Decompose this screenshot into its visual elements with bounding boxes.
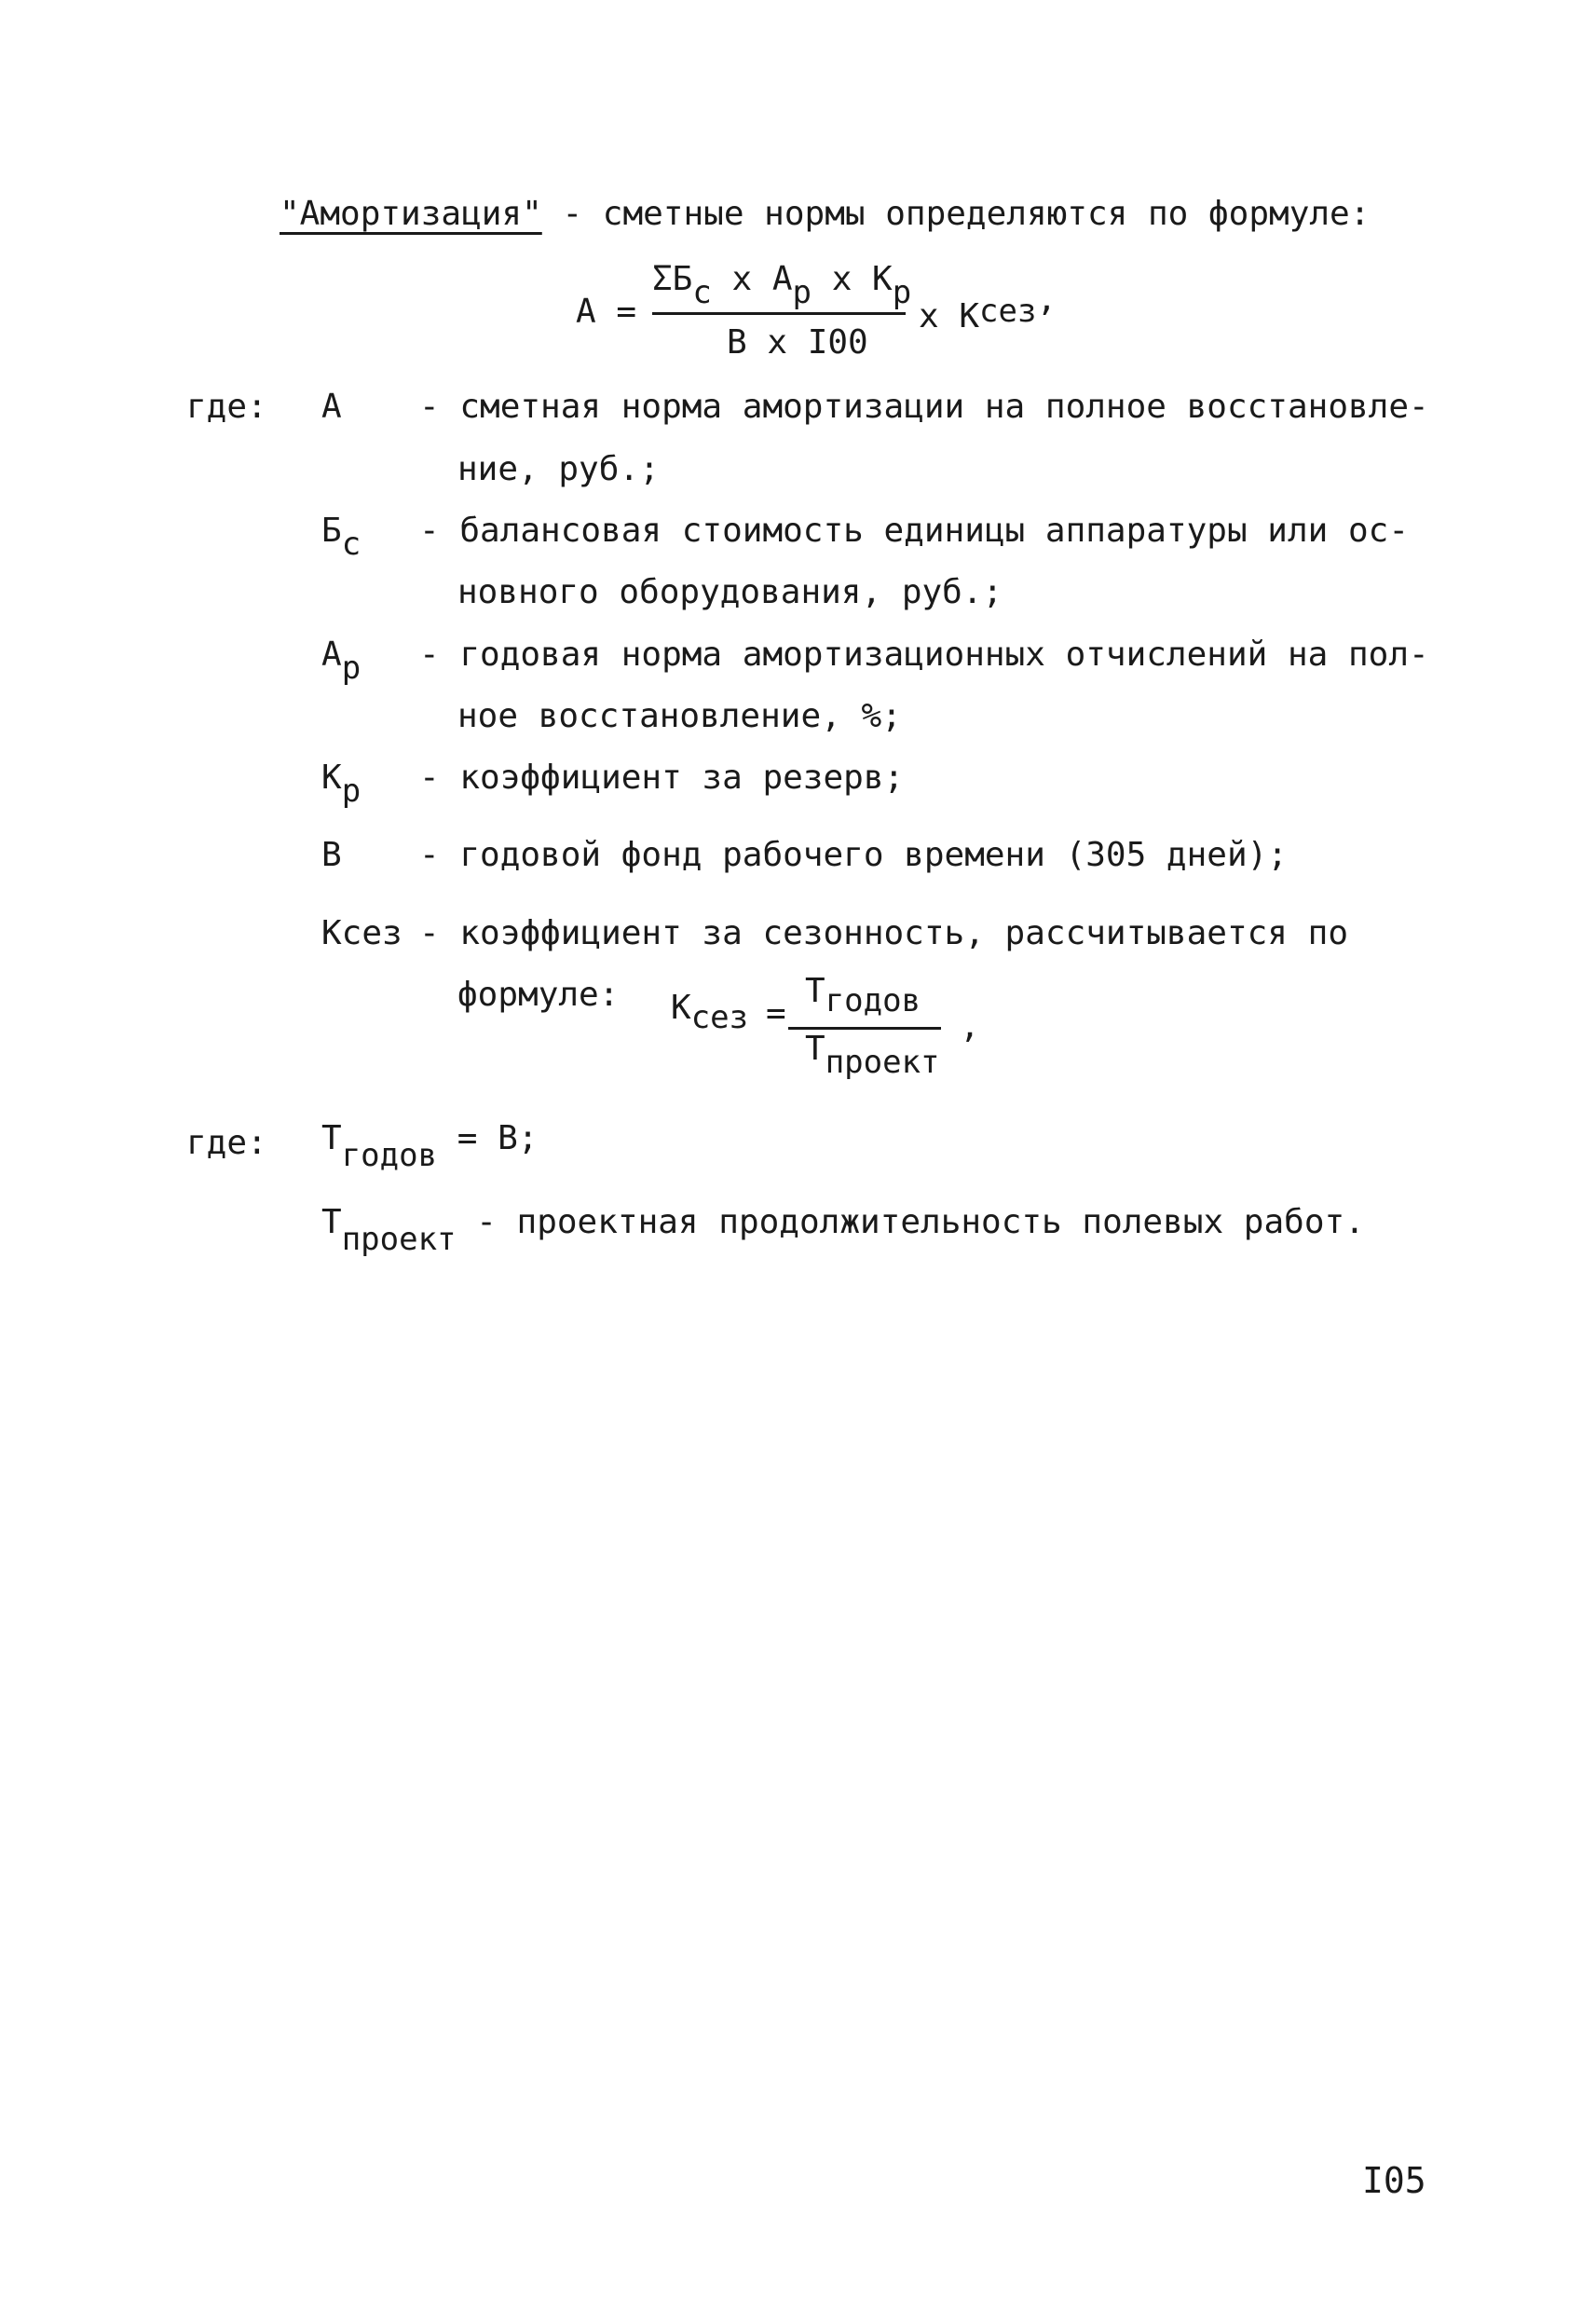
- def-ap-line1: - годовая норма амортизационных отчислений на пол-: [419, 636, 1429, 674]
- def-kp-symbol: [321, 758, 361, 810]
- numerator-sub-p1: р: [792, 274, 812, 311]
- t-godov-line: [321, 1118, 539, 1174]
- numerator-sub-p2: р: [892, 274, 912, 311]
- main-fraction-line: [652, 312, 906, 315]
- def-a-line2: ние, руб.;: [457, 450, 660, 488]
- numerator-sigma: ΣБ: [652, 260, 693, 298]
- ksez-num-sub: годов: [825, 982, 921, 1019]
- ksez-num-t: Т: [805, 972, 825, 1010]
- def-ap-line2: ное восстановление, %;: [457, 697, 902, 735]
- t-proekt-rest: - проектная продолжительность полевых работ.: [456, 1203, 1365, 1241]
- t-proekt-line: [321, 1202, 1365, 1258]
- def-kp-line1: - коэффициент за резерв;: [419, 759, 905, 797]
- def-a-line1: - сметная норма амортизации на полное восстановле-: [419, 388, 1429, 426]
- tail-sub: сез: [979, 293, 1037, 330]
- numerator-x2: х К: [812, 260, 893, 298]
- ksez-den-sub: проект: [825, 1044, 940, 1081]
- t-godov-t: Т: [321, 1119, 342, 1157]
- heading-term: "Амортизация": [280, 195, 542, 233]
- t-proekt-t: Т: [321, 1203, 342, 1241]
- heading-line: [280, 194, 1370, 235]
- def-kp-sub: р: [341, 773, 361, 810]
- tail-comma: ,: [1036, 280, 1057, 319]
- def-ap-sub: р: [341, 650, 361, 687]
- numerator-sub-c: с: [692, 274, 712, 311]
- def-ap-sym: А: [321, 636, 342, 674]
- main-formula-denominator: В х I00: [727, 323, 868, 362]
- def-ksez-symbol: Ксез: [321, 914, 402, 952]
- heading-text: - сметные нормы определяются по формуле:: [541, 195, 1371, 233]
- main-formula-numerator: [652, 259, 912, 311]
- ksez-label: формуле:: [457, 976, 620, 1014]
- ksez-lhs: [671, 988, 749, 1036]
- ksez-comma: ,: [960, 1007, 980, 1046]
- ksez-numerator: [805, 971, 921, 1019]
- def-b-line1: - годовой фонд рабочего времени (305 дней);: [419, 836, 1288, 874]
- ksez-lhs-sub: сез: [690, 999, 749, 1036]
- where-label-2: где:: [186, 1124, 267, 1162]
- def-bc-symbol: [321, 511, 361, 563]
- main-formula-tail: [919, 280, 1057, 337]
- page-number: I05: [1362, 2160, 1426, 2201]
- def-b-symbol: В: [321, 836, 342, 874]
- def-bc-sym: Б: [321, 512, 342, 550]
- where-label: где:: [186, 388, 267, 426]
- def-ksez-line1: - коэффициент за сезонность, рассчитывается по: [419, 914, 1348, 952]
- ksez-eq: =: [766, 994, 786, 1032]
- def-bc-sub: с: [341, 526, 361, 563]
- t-godov-rest: = В;: [437, 1119, 539, 1157]
- numerator-x1: х А: [711, 260, 793, 298]
- main-formula-lhs: А =: [576, 293, 637, 331]
- ksez-den-t: Т: [805, 1030, 825, 1068]
- def-bc-line2: новного оборудования, руб.;: [457, 573, 1003, 611]
- ksez-denominator: [805, 1029, 940, 1081]
- def-kp-sym: К: [321, 759, 342, 797]
- def-a-symbol: А: [321, 388, 342, 426]
- t-proekt-sub: проект: [341, 1221, 457, 1258]
- ksez-lhs-k: К: [671, 989, 691, 1027]
- t-godov-sub: годов: [341, 1137, 438, 1174]
- def-bc-line1: - балансовая стоимость единицы аппаратуры или ос-: [419, 512, 1410, 550]
- def-ap-symbol: [321, 635, 361, 687]
- tail-x: х К: [919, 297, 980, 335]
